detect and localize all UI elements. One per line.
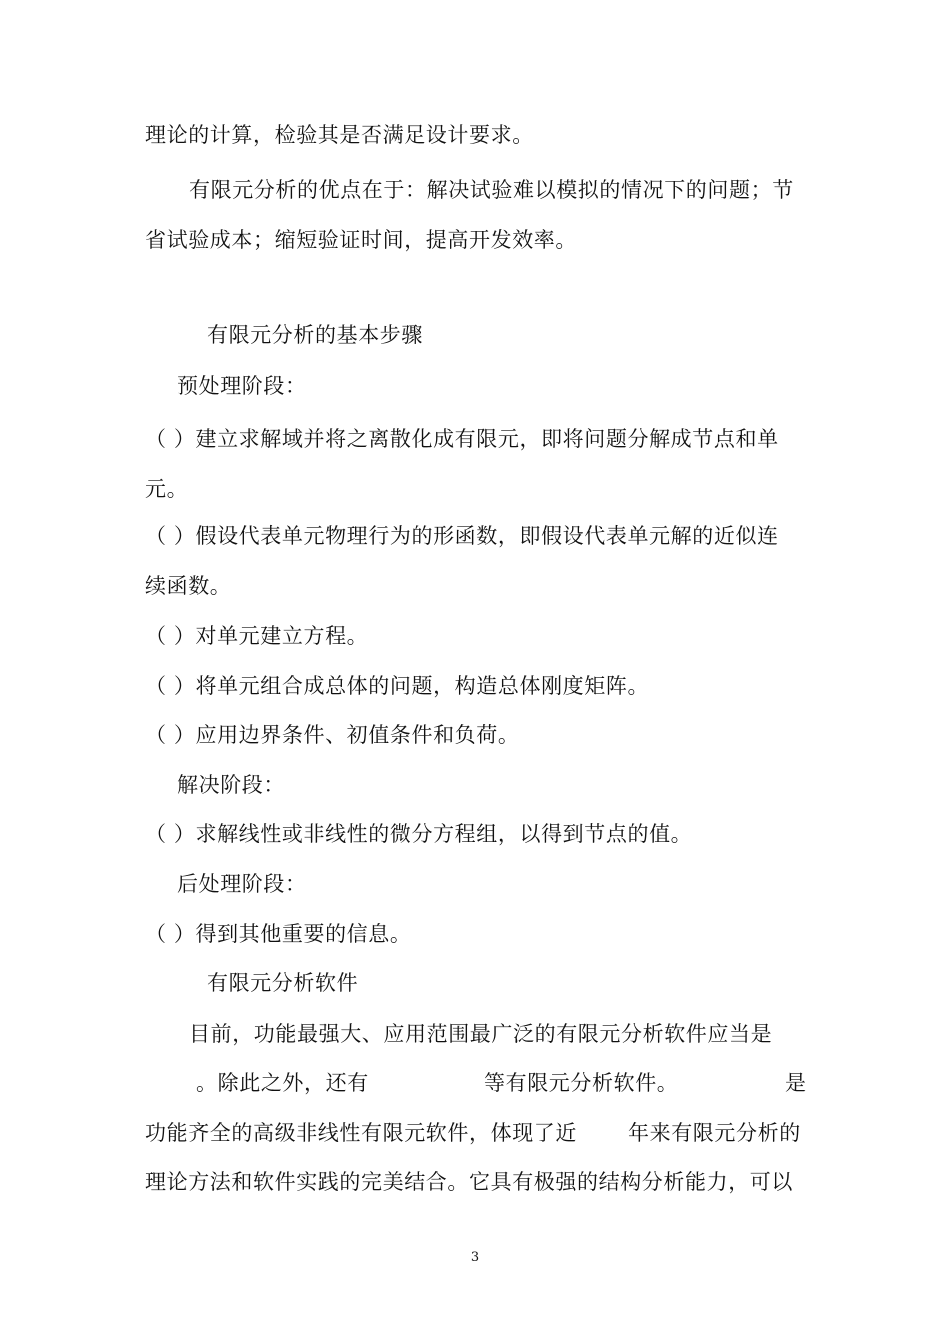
list-item: （ ）应用边界条件、初值条件和负荷。 bbox=[145, 723, 520, 747]
list-item: （ ）建立求解域并将之离散化成有限元，即将问题分解成节点和单 bbox=[145, 427, 779, 451]
paragraph-line-segment: 功能齐全的高级非线性有限元软件，体现了近 bbox=[145, 1121, 577, 1145]
list-item-continuation: 续函数。 bbox=[145, 574, 232, 598]
subheading: 后处理阶段： bbox=[177, 872, 307, 896]
list-item: （ ）将单元组合成总体的问题，构造总体刚度矩阵。 bbox=[145, 674, 650, 698]
section-heading: 有限元分析软件 bbox=[207, 971, 359, 995]
paragraph-line-segment: 。除此之外，还有 bbox=[196, 1071, 369, 1095]
paragraph-line-segment: 年来有限元分析的 bbox=[628, 1121, 801, 1145]
paragraph-line: 理论的计算，检验其是否满足设计要求。 bbox=[145, 123, 534, 147]
paragraph-line-segment: 等有限元分析软件。 bbox=[484, 1071, 679, 1095]
list-item-continuation: 元。 bbox=[145, 477, 189, 501]
list-item: （ ）对单元建立方程。 bbox=[145, 624, 369, 648]
list-item: （ ）求解线性或非线性的微分方程组，以得到节点的值。 bbox=[145, 822, 693, 846]
section-heading: 有限元分析的基本步骤 bbox=[207, 323, 423, 347]
page-number: 3 bbox=[470, 1250, 480, 1265]
list-item: （ ）假设代表单元物理行为的形函数，即假设代表单元解的近似连 bbox=[145, 524, 779, 548]
paragraph-line: 目前，功能最强大、应用范围最广泛的有限元分析软件应当是 bbox=[189, 1022, 773, 1046]
list-item: （ ）得到其他重要的信息。 bbox=[145, 922, 412, 946]
paragraph-line-segment: 是 bbox=[785, 1071, 807, 1095]
paragraph-line: 有限元分析的优点在于：解决试验难以模拟的情况下的问题；节 bbox=[189, 178, 794, 202]
subheading: 预处理阶段： bbox=[177, 374, 307, 398]
paragraph-line: 省试验成本；缩短验证时间，提高开发效率。 bbox=[145, 228, 577, 252]
subheading: 解决阶段： bbox=[177, 773, 285, 797]
paragraph-line: 理论方法和软件实践的完美结合。它具有极强的结构分析能力，可以 bbox=[145, 1170, 793, 1194]
